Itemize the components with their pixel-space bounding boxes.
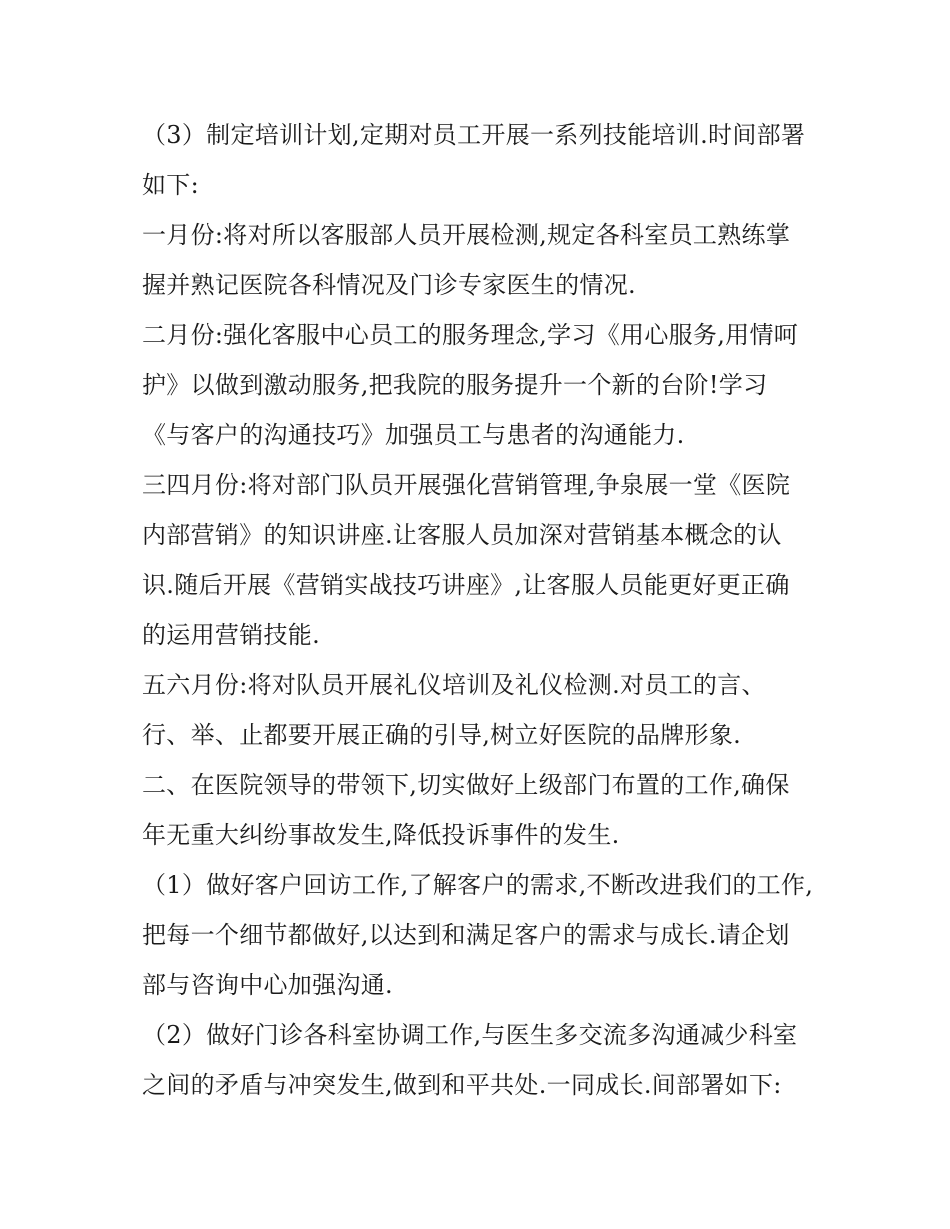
text-line: 行、举、止都要开展正确的引导,树立好医院的品牌形象. [142, 721, 742, 749]
text-line: 护》以做到激动服务,把我院的服务提升一个新的台阶!学习 [142, 371, 768, 399]
document-body [142, 110, 822, 1110]
text-line: 把每一个细节都做好,以达到和满足客户的需求与成长.请企划 [142, 921, 790, 949]
text-line: 之间的矛盾与冲突发生,做到和平共处.一同成长.间部署如下: [142, 1071, 782, 1099]
text-line: 如下: [142, 171, 199, 199]
text-line: （3）制定培训计划,定期对员工开展一系列技能培训.时间部署 [142, 121, 806, 149]
text-line: 年无重大纠纷事故发生,降低投诉事件的发生. [142, 821, 620, 849]
text-line: 五六月份:将对队员开展礼仪培训及礼仪检测.对员工的言、 [142, 671, 766, 699]
text-line: （2）做好门诊各科室协调工作,与医生多交流多沟通减少科室 [142, 1021, 798, 1049]
text-line: 部与咨询中心加强沟通. [142, 971, 393, 999]
text-line: 三四月份:将对部门队员开展强化营销管理,争泉展一堂《医院 [142, 471, 791, 499]
text-line: 内部营销》的知识讲座.让客服人员加深对营销基本概念的认 [142, 521, 782, 549]
text-line: 识.随后开展《营销实战技巧讲座》,让客服人员能更好更正确 [142, 571, 790, 599]
text-line: 二、在医院领导的带领下,切实做好上级部门布置的工作,确保 [142, 771, 790, 799]
text-line: （1）做好客户回访工作,了解客户的需求,不断改进我们的工作, [142, 871, 814, 899]
text-line: 《与客户的沟通技巧》加强员工与患者的沟通能力. [142, 421, 685, 449]
text-line: 握并熟记医院各科情况及门诊专家医生的情况. [142, 271, 636, 299]
text-line: 二月份:强化客服中心员工的服务理念,学习《用心服务,用情呵 [142, 321, 799, 349]
text-line: 的运用营销技能. [142, 621, 321, 649]
text-line: 一月份:将对所以客服部人员开展检测,规定各科室员工熟练掌 [142, 221, 791, 249]
